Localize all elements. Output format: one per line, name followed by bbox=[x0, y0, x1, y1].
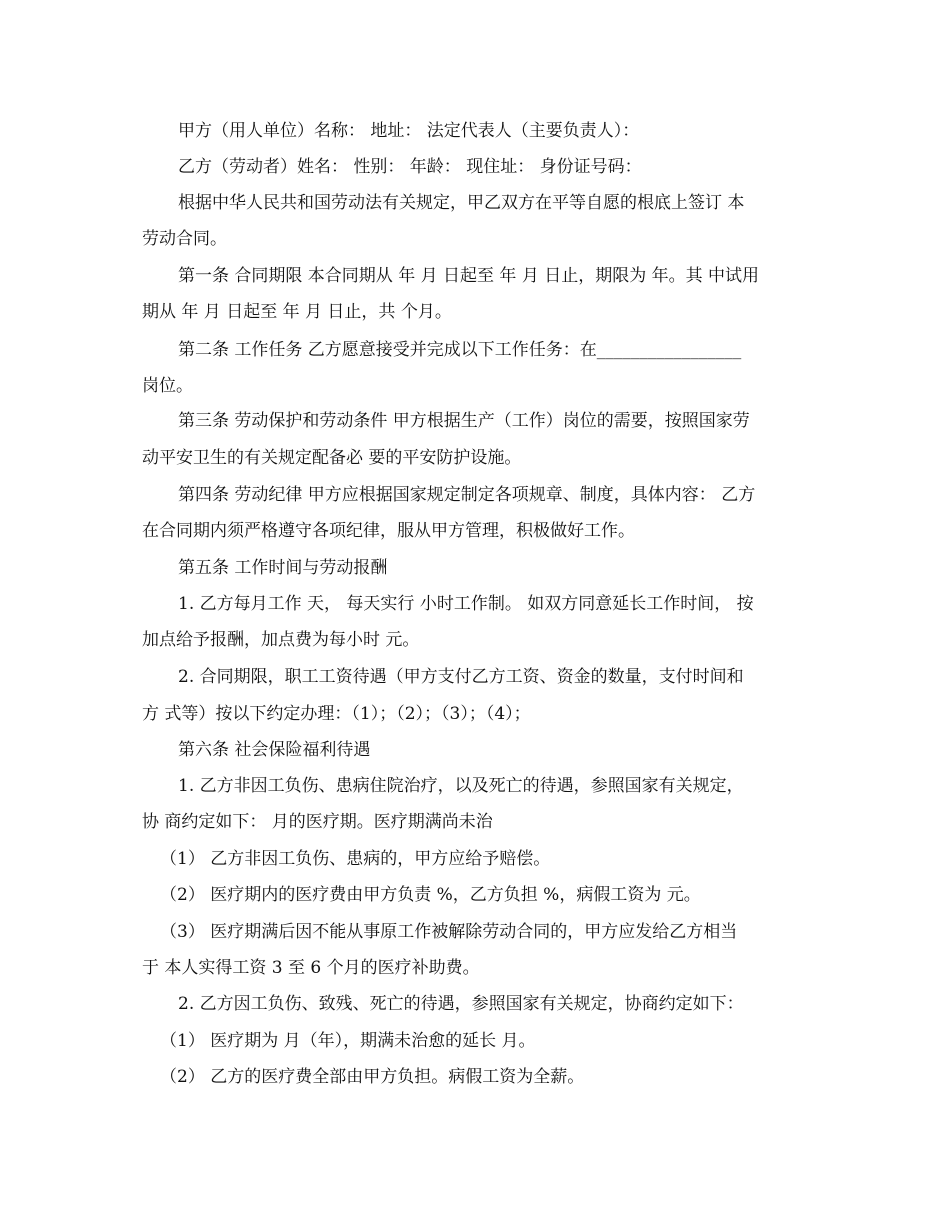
article-4-line-2: 在合同期内须严格遵守各项纪律，服从甲方管理，积极做好工作。 bbox=[142, 521, 635, 541]
party-b-line: 乙方（劳动者）姓名： 性别： 年龄： 现住址： 身份证号码： bbox=[178, 157, 642, 177]
preamble-line-1: 根据中华人民共和国劳动法有关规定，甲乙双方在平等自愿的根底上签订 本 bbox=[178, 193, 745, 213]
article-5-heading: 第五条 工作时间与劳动报酬 bbox=[178, 558, 388, 578]
article-6-item-1-sub-1: （1） 乙方非因工负伤、患病的，甲方应给予赔偿。 bbox=[160, 849, 551, 869]
article-1-line-1: 第一条 合同期限 本合同期从 年 月 日起至 年 月 日止，期限为 年。其 中试用 bbox=[178, 266, 760, 286]
article-1-line-2: 期从 年 月 日起至 年 月 日止，共 个月。 bbox=[142, 302, 452, 322]
article-6-heading: 第六条 社会保险福利待遇 bbox=[178, 740, 371, 760]
article-6-item-2-sub-1: （1） 医疗期为 月（年），期满未治愈的延长 月。 bbox=[160, 1031, 536, 1051]
article-5-item-2-line-2: 方 式等）按以下约定办理：（1）；（2）；（3）；（4）； bbox=[142, 704, 531, 724]
article-6-item-1-sub-3-line-2: 于 本人实得工资 3 至 6 个月的医疗补助费。 bbox=[142, 958, 480, 978]
article-5-item-2-line-1: 2. 合同期限，职工工资待遇（甲方支付乙方工资、资金的数量，支付时间和 bbox=[178, 667, 744, 687]
article-6-item-1-sub-3-line-1: （3） 医疗期满后因不能从事原工作被解除劳动合同的，甲方应发给乙方相当 bbox=[160, 922, 738, 942]
article-2-line-1: 第二条 工作任务 乙方愿意接受并完成以下工作任务：在_________________ bbox=[178, 340, 742, 360]
preamble-line-2: 劳动合同。 bbox=[142, 229, 227, 249]
article-3-line-2: 动平安卫生的有关规定配备必 要的平安防护设施。 bbox=[142, 448, 522, 468]
article-5-item-1-line-1: 1. 乙方每月工作 天， 每天实行 小时工作制。 如双方同意延长工作时间， 按 bbox=[178, 594, 754, 614]
article-6-item-1-line-2: 协 商约定如下： 月的医疗期。医疗期满尚未治 bbox=[142, 812, 493, 832]
article-4-line-1: 第四条 劳动纪律 甲方应根据国家规定制定各项规章、制度，具体内容： 乙方 bbox=[178, 485, 756, 505]
party-a-line: 甲方（用人单位）名称： 地址： 法定代表人（主要负责人）： bbox=[178, 121, 640, 141]
article-6-item-1-line-1: 1. 乙方非因工负伤、患病住院治疗，以及死亡的待遇，参照国家有关规定， bbox=[178, 776, 744, 796]
article-6-item-2-line-1: 2. 乙方因工负伤、致残、死亡的待遇，参照国家有关规定，协商约定如下： bbox=[178, 994, 744, 1014]
article-6-item-2-sub-2: （2） 乙方的医疗费全部由甲方负担。病假工资为全薪。 bbox=[160, 1067, 585, 1087]
article-3-line-1: 第三条 劳动保护和劳动条件 甲方根据生产（工作）岗位的需要，按照国家劳 bbox=[178, 411, 750, 431]
article-5-item-1-line-2: 加点给予报酬，加点费为每小时 元。 bbox=[142, 630, 420, 650]
article-2-line-2: 岗位。 bbox=[142, 376, 193, 396]
article-6-item-1-sub-2: （2） 医疗期内的医疗费由甲方负责 %，乙方负担 %，病假工资为 元。 bbox=[160, 885, 701, 905]
